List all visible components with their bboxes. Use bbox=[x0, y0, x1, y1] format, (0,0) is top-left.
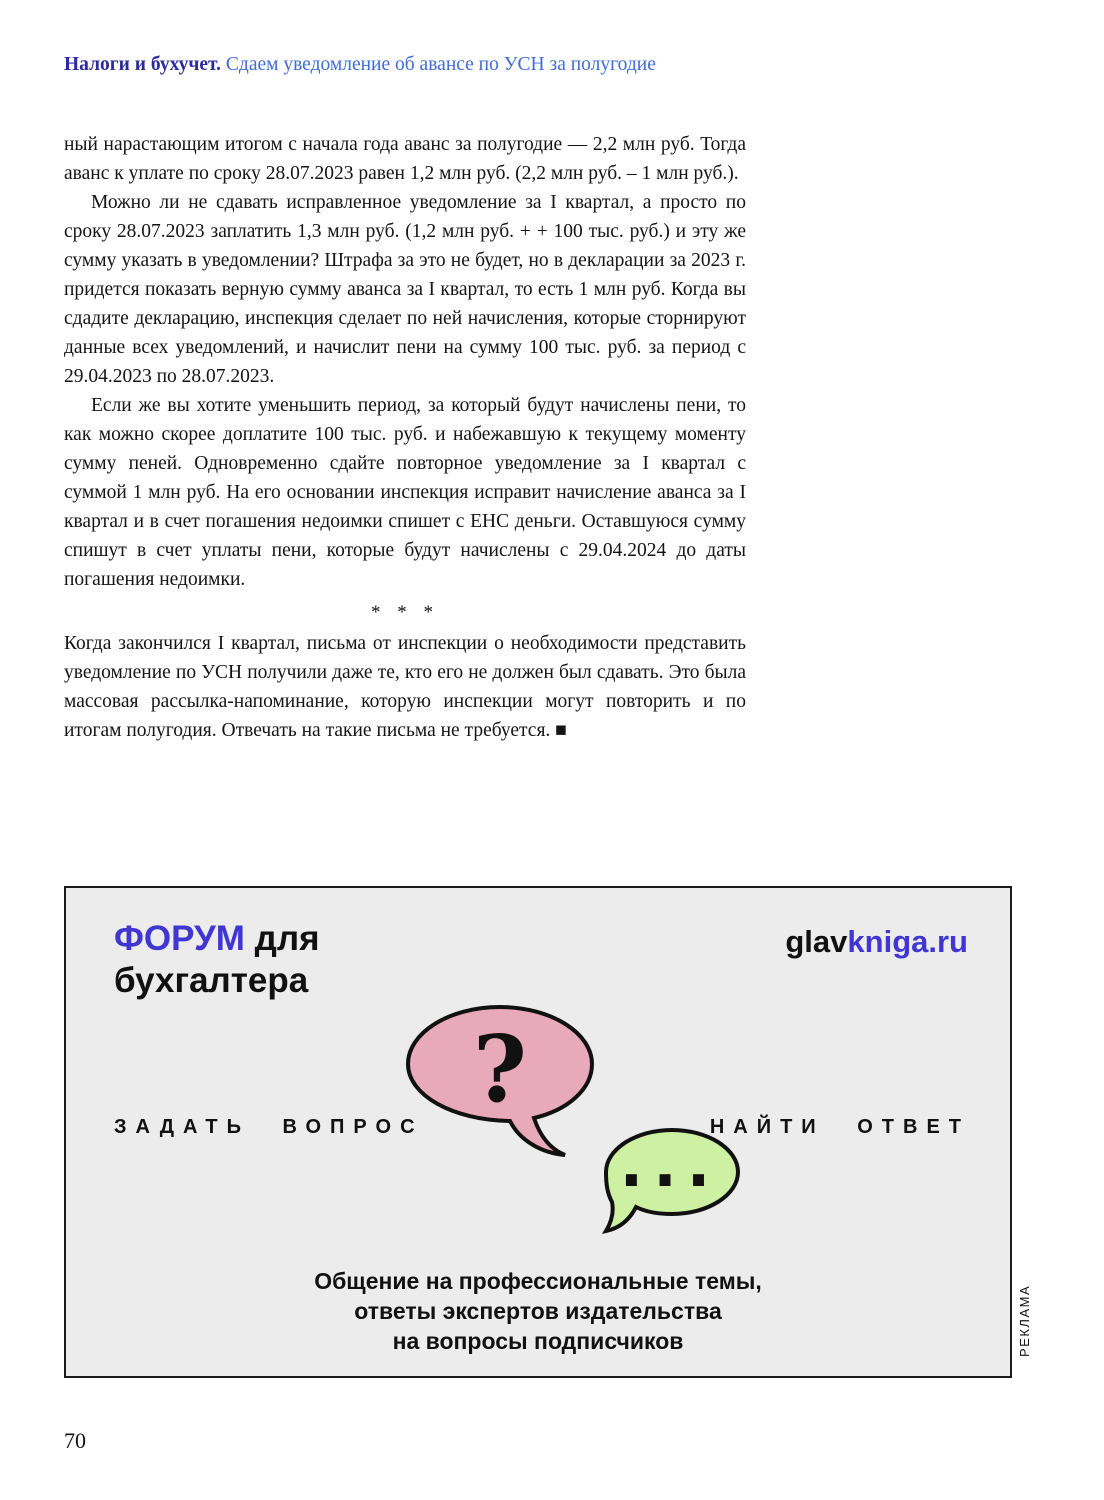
ad-description-line: Общение на профессиональные темы, bbox=[314, 1268, 762, 1294]
ask-question-label: ЗАДАТЬ ВОПРОС bbox=[114, 1116, 424, 1138]
site-prefix: glav bbox=[785, 924, 848, 959]
forum-ad-banner bbox=[64, 886, 1012, 1378]
ad-title-accent: ФОРУМ bbox=[114, 919, 245, 958]
ad-description-line: на вопросы подписчиков bbox=[392, 1328, 684, 1354]
article-body bbox=[64, 130, 746, 745]
closing-paragraph: Когда закончился I квартал, письма от инспекции о необходимости представить уведомление по УСН получили даже те, кто его не должен был сдавать. Это была массовая рассылка-напоминание, которую инспекции могут повторить и по итогам полугодия. Отвечать на такие письма не требуется. ■ bbox=[64, 633, 746, 741]
question-speech-bubble-icon bbox=[402, 1002, 602, 1167]
ad-title bbox=[114, 918, 414, 1002]
dots-glyph: ... bbox=[619, 1128, 721, 1201]
ad-title-rest: для бухгалтера bbox=[114, 919, 320, 1000]
answer-speech-bubble-icon bbox=[594, 1124, 742, 1242]
header-rubric: Налоги и бухучет. bbox=[64, 54, 222, 75]
paragraph: Если же вы хотите уменьшить период, за который будут начислены пени, то как можно скорее доплатите 100 тыс. руб. и набежавшую к текущему моменту сумму пеней. Одновременно сдайте повторное уведомление за I квартал с суммой 1 млн руб. На его основании инспекция исправит начисление аванса за I квартал и в счет погашения недоимки спишет с ЕНС деньги. Оставшуюся сумму спишут в счет уплаты пени, которые будут начислены с 29.04.2024 до даты погашения недоимки. bbox=[64, 395, 746, 590]
ad-description bbox=[66, 1266, 1010, 1356]
ad-description-line: ответы экспертов издательства bbox=[354, 1298, 722, 1324]
question-mark-glyph: ? bbox=[473, 1015, 527, 1123]
section-separator: * * * bbox=[371, 602, 439, 623]
glavkniga-site-label bbox=[785, 924, 968, 960]
paragraph-continuation: ный нарастающим итогом с начала года аванс за полугодие — 2,2 млн руб. Тогда аванс к уплате по сроку 28.07.2023 равен 1,2 млн руб. (2,2 млн руб. – 1 млн руб.). bbox=[64, 134, 746, 184]
find-answer-label: НАЙТИ ОТВЕТ bbox=[709, 1116, 970, 1138]
header-article-title: Сдаем уведомление об авансе по УСН за полугодие bbox=[225, 54, 656, 75]
page-header bbox=[64, 54, 1024, 76]
advertisement-marker: РЕКЛАМА bbox=[1017, 1284, 1032, 1357]
paragraph: Можно ли не сдавать исправленное уведомление за I квартал, а просто по сроку 28.07.2023 заплатить 1,3 млн руб. (1,2 млн руб. + + 100 тыс. руб.) и эту же сумму указать в уведомлении? Штрафа за это не будет, но в декларации за 2023 г. придется показать верную сумму аванса за I квартал, то есть 1 млн руб. Когда вы сдадите декларацию, инспекция сделает по ней начисления, которые сторнируют данные всех уведомлений, и начислит пени на сумму 100 тыс. руб. за период с 29.04.2023 по 28.07.2023. bbox=[64, 192, 746, 387]
page-number: 70 bbox=[64, 1428, 86, 1453]
site-suffix: kniga.ru bbox=[847, 924, 968, 959]
